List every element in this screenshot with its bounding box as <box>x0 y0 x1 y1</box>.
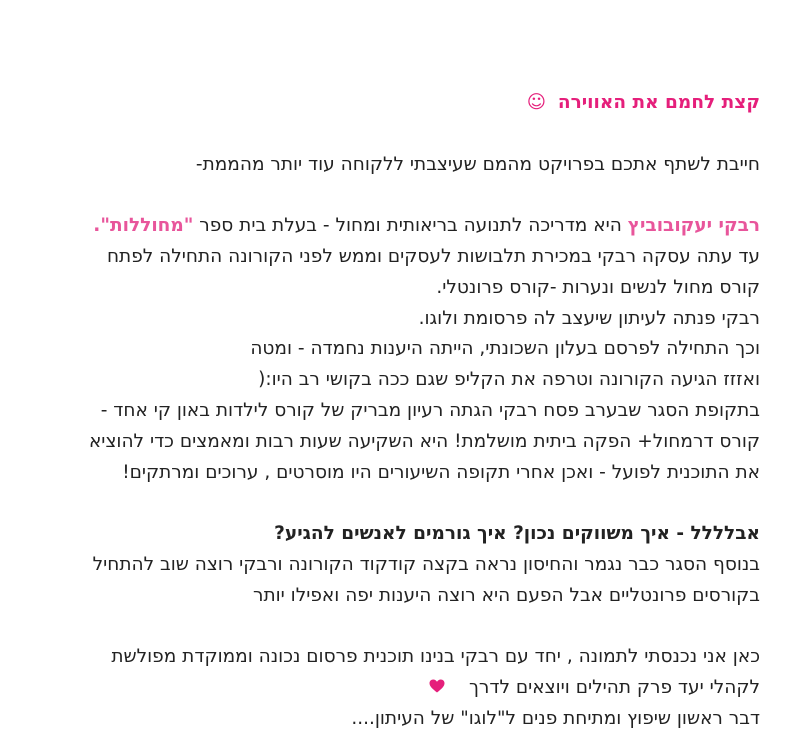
plan-line: כאן אני נכנסתי לתמונה , יחד עם רבקי בנינו תוכנית פרסום נכונה וממוקדת מפולשת <box>111 646 760 668</box>
marketing-question: אבלללל - איך משווקים נכון? איך גורמים לאנשים להגיע? <box>274 523 760 545</box>
blog-post <box>28 88 760 735</box>
story-line: רבקי פנתה לעיתון שיעצב לה פרסומת ולוגו. <box>418 307 760 329</box>
school-name: "מחוללות". <box>93 215 194 237</box>
spacer <box>28 612 760 643</box>
plan-line <box>28 673 760 704</box>
spacer <box>28 488 760 519</box>
client-line <box>28 211 760 242</box>
story-line: את התוכנית לפועל - ואכן אחרי תקופה השיעורים היו מוסרטים , ערוכים ומרתקים! <box>122 461 760 483</box>
story-line: ואזזז הגיעה הקורונה וטרפה את הקליפ שגם ככה בקושי רב היו:( <box>258 369 760 391</box>
story-line: וכך התחילה לפרסם בעלון השכונתי, הייתה היענות נחמדה - ומטה <box>250 338 760 360</box>
story-line: קורס דרמחול+ הפקה ביתית מושלמת! היא השקיעה שעות רבות ומאמצים כדי להוציא <box>88 430 760 452</box>
post-title-text: קצת לחמם את האווירה <box>557 92 760 113</box>
client-description: היא מדריכה לתנועה בריאותית ומחול - בעלת בית ספר <box>193 215 628 237</box>
smiley-icon: ☺ <box>526 92 546 113</box>
update-line: בקורסים פרונטליים אבל הפעם היא רוצה היענות יפה ואפילו יותר <box>253 584 760 606</box>
spacer <box>28 180 760 211</box>
plan-line-text: לקהלי יעד פרק תהילים ויוצאים לדרך <box>469 677 760 699</box>
plan-line: דבר ראשון שיפוץ ומתיחת פנים ל"לוגו" של העיתון.... <box>351 707 760 729</box>
spacer <box>28 119 760 150</box>
update-line: בנוסף הסגר כבר נגמר והחיסון נראה בקצה קודקוד הקורונה ורבקי רוצה שוב להתחיל <box>92 553 760 575</box>
post-title <box>28 88 760 119</box>
client-name: רבקי יעקובוביץ <box>627 215 760 237</box>
story-line: קורס מחול לנשים ונערות -קורס פרונטלי. <box>436 276 760 298</box>
heart-icon <box>429 673 445 704</box>
story-line: עד עתה עסקה רבקי במכירת תלבושות לעסקים וממש לפני הקורונה התחילה לפתח <box>106 245 760 267</box>
story-line: בתקופת הסגר שבערב פסח רבקי הגתה רעיון מבריק של קורס לילדות באון קי אחד - <box>100 399 760 421</box>
intro-line: חייבת לשתף אתכם בפרויקט מהמם שעיצבתי ללקוחה עוד יותר מהממת- <box>195 153 760 175</box>
